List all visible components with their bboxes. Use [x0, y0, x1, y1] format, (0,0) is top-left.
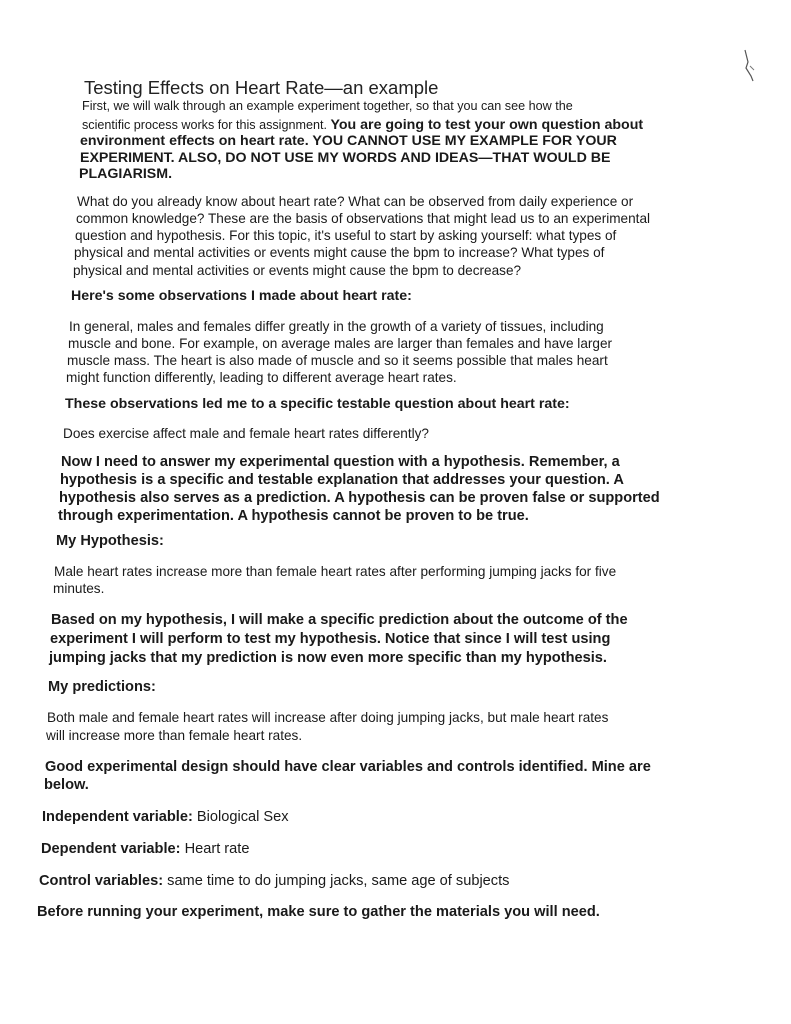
- dependent-variable: Dependent variable: Heart rate: [41, 841, 250, 857]
- hypothesis-line: minutes.: [53, 581, 105, 596]
- intro-line: PLAGIARISM.: [79, 166, 173, 182]
- prior-knowledge-line: common knowledge? These are the basis of observations that might lead us to an experimental: [76, 211, 651, 226]
- prior-knowledge-line: physical and mental activities or events might cause the bpm to increase? What types of: [74, 245, 605, 260]
- prediction-intro-line: Based on my hypothesis, I will make a specific prediction about the outcome of the: [51, 612, 628, 628]
- prediction-line: will increase more than female heart rates.: [46, 728, 303, 743]
- hypothesis-line: Male heart rates increase more than female heart rates after performing jumping jacks for five: [54, 564, 617, 579]
- prior-knowledge-line: physical and mental activities or events might cause the bpm to decrease?: [73, 263, 522, 278]
- design-intro-line: below.: [44, 777, 89, 793]
- prediction-line: Both male and female heart rates will increase after doing jumping jacks, but male heart rates: [47, 710, 609, 725]
- observation-line: In general, males and females differ greatly in the growth of a variety of tissues, including: [69, 319, 604, 334]
- hypothesis-intro-line: Now I need to answer my experimental question with a hypothesis. Remember, a: [61, 454, 620, 470]
- margin-mark-icon: [742, 48, 756, 82]
- experimental-question: Does exercise affect male and female heart rates differently?: [63, 426, 429, 441]
- prior-knowledge-line: What do you already know about heart rate? What can be observed from daily experience or: [77, 194, 634, 209]
- prediction-intro-line: jumping jacks that my prediction is now even more specific than my hypothesis.: [49, 650, 607, 666]
- prediction-intro-line: experiment I will perform to test my hypothesis. Notice that since I will test using: [50, 631, 611, 647]
- independent-variable: Independent variable: Biological Sex: [42, 809, 289, 825]
- intro-line: scientific process works for this assignment. You are going to test your own question about: [82, 117, 644, 133]
- observation-line: might function differently, leading to different average heart rates.: [66, 370, 457, 385]
- design-intro-line: Good experimental design should have clear variables and controls identified. Mine are: [45, 759, 651, 775]
- prior-knowledge-line: question and hypothesis. For this topic, it's useful to start by asking yourself: what types of: [75, 228, 617, 243]
- observation-line: muscle and bone. For example, on average males are larger than females and have larger: [68, 336, 613, 351]
- hypothesis-intro-line: hypothesis is a specific and testable explanation that addresses your question. A: [60, 472, 624, 488]
- predictions-heading: My predictions:: [48, 679, 156, 695]
- observations-heading: Here's some observations I made about heart rate:: [71, 288, 412, 304]
- intro-line: EXPERIMENT. ALSO, DO NOT USE MY WORDS AND IDEAS—THAT WOULD BE: [80, 150, 611, 166]
- page-title: Testing Effects on Heart Rate—an example: [84, 77, 439, 98]
- hypothesis-intro-line: hypothesis also serves as a prediction. A hypothesis can be proven false or supported: [59, 490, 660, 506]
- control-variables: Control variables: same time to do jumping jacks, same age of subjects: [39, 873, 510, 889]
- closing-instruction: Before running your experiment, make sure to gather the materials you will need.: [37, 904, 600, 920]
- hypothesis-intro-line: through experimentation. A hypothesis cannot be proven to be true.: [58, 508, 529, 524]
- intro-line: environment effects on heart rate. YOU CANNOT USE MY EXAMPLE FOR YOUR: [80, 133, 617, 149]
- observation-line: muscle mass. The heart is also made of muscle and so it seems possible that males heart: [67, 353, 608, 368]
- question-heading: These observations led me to a specific testable question about heart rate:: [65, 396, 570, 412]
- hypothesis-heading: My Hypothesis:: [56, 533, 164, 549]
- intro-line: First, we will walk through an example experiment together, so that you can see how the: [82, 99, 573, 113]
